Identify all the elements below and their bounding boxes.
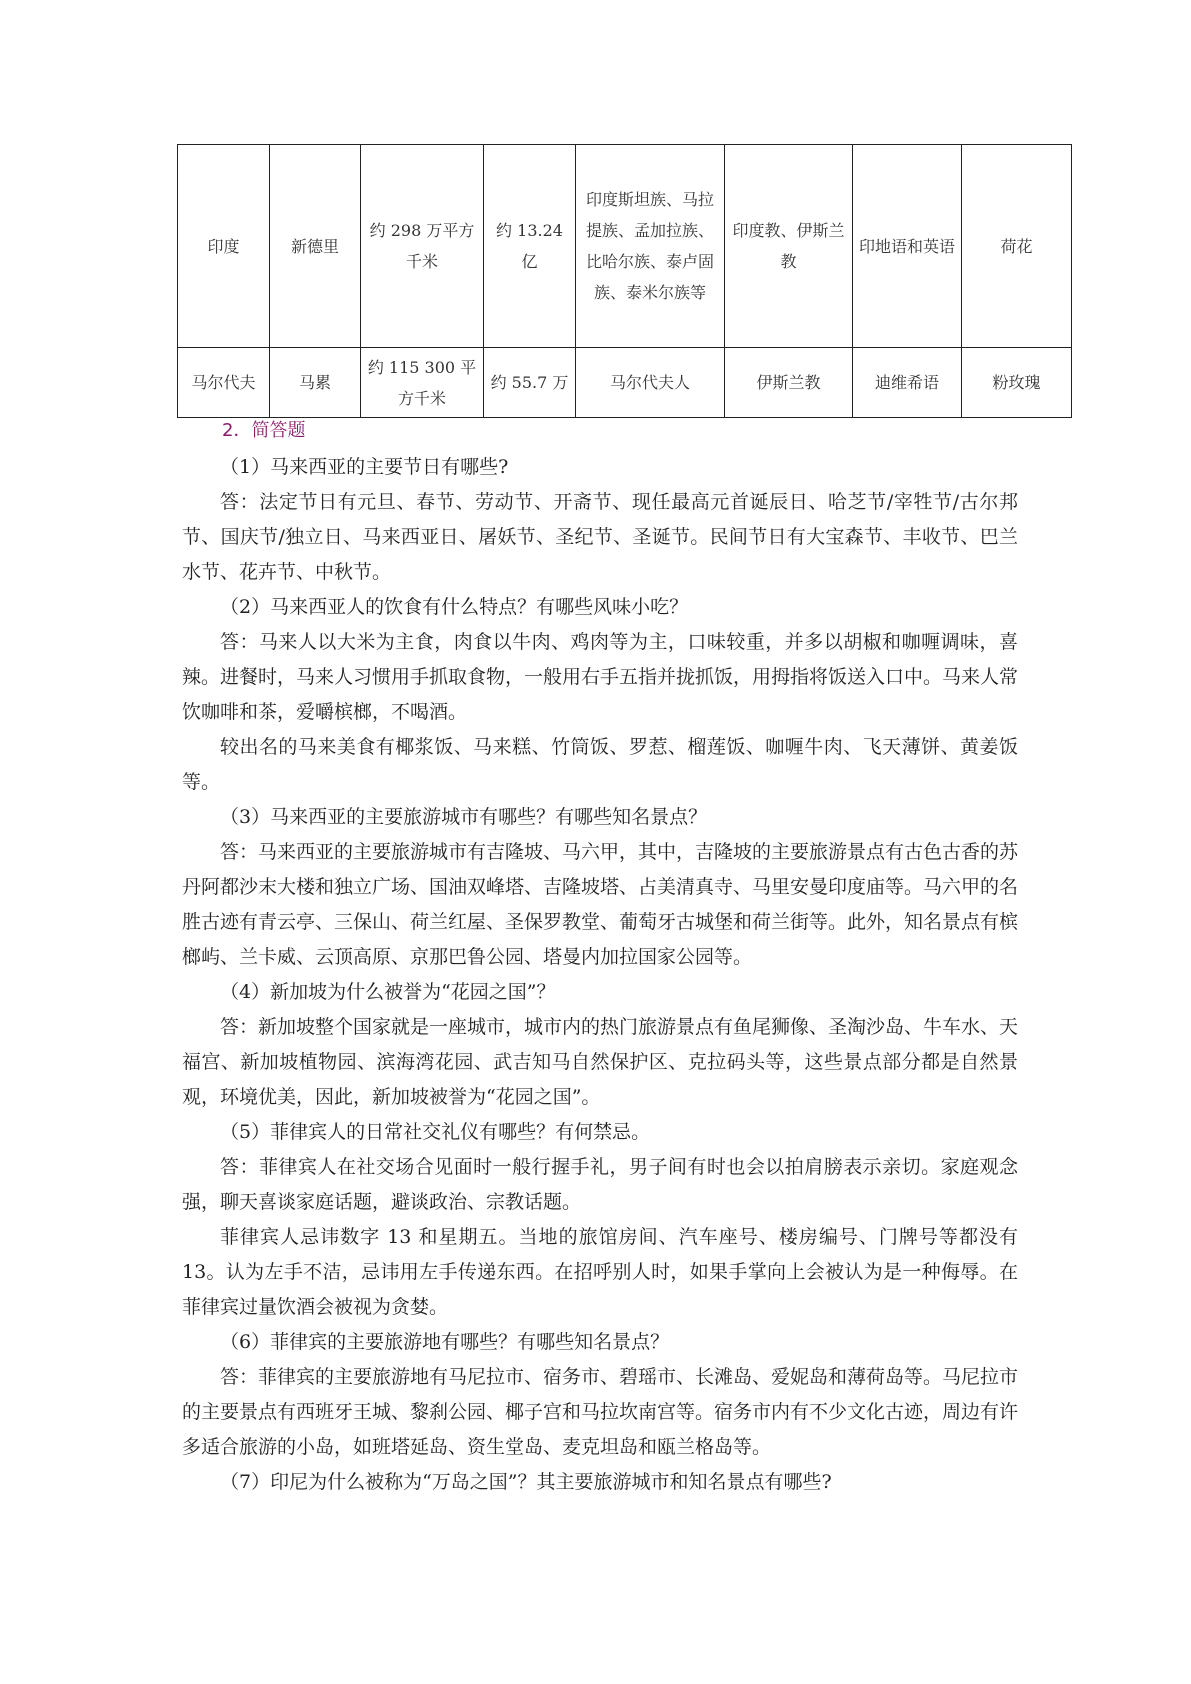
table-row xyxy=(178,348,1072,418)
answer-paragraph: 较出名的马来美食有椰浆饭、马来糕、竹筒饭、罗惹、榴莲饭、咖喱牛肉、飞天薄饼、黄姜饭等。 xyxy=(182,736,1018,793)
table-cell: 荷花 xyxy=(962,145,1072,348)
table-cell: 印度斯坦族、马拉提族、孟加拉族、比哈尔族、泰卢固族、泰米尔族等 xyxy=(576,145,725,348)
table-cell: 印地语和英语 xyxy=(853,145,962,348)
question: （2）马来西亚人的饮食有什么特点？有哪些风味小吃？ xyxy=(220,596,689,618)
table-cell: 约 13.24 亿 xyxy=(484,145,576,348)
table-cell: 伊斯兰教 xyxy=(725,348,853,418)
question: （4）新加坡为什么被誉为“花园之国”？ xyxy=(220,981,556,1003)
table-row xyxy=(178,145,1072,348)
answer-paragraph: 答：菲律宾的主要旅游地有马尼拉市、宿务市、碧瑶市、长滩岛、爱妮岛和薄荷岛等。马尼拉市的主要景点有西班牙王城、黎刹公园、椰子宫和马拉坎南宫等。宿务市内有不少文化古迹，周边有许多适合旅游的小岛，如班塔延岛、资生堂岛、麦克坦岛和瓯兰格岛等。 xyxy=(182,1366,1019,1458)
table-cell: 印度 xyxy=(178,145,270,348)
question: （3）马来西亚的主要旅游城市有哪些？有哪些知名景点？ xyxy=(220,806,708,828)
section-title: 2．简答题 xyxy=(222,420,306,441)
table-cell: 印度教、伊斯兰教 xyxy=(725,145,853,348)
qa-body xyxy=(182,450,1018,1500)
table-cell: 粉玫瑰 xyxy=(962,348,1072,418)
table-cell: 马尔代夫 xyxy=(178,348,270,418)
answer-paragraph: 答：马来西亚的主要旅游城市有吉隆坡、马六甲，其中，吉隆坡的主要旅游景点有古色古香的苏丹阿都沙末大楼和独立广场、国油双峰塔、吉隆坡塔、占美清真寺、马里安曼印度庙等。马六甲的名胜古迹有青云亭、三保山、荷兰红屋、圣保罗教堂、葡萄牙古城堡和荷兰街等。此外，知名景点有槟榔屿、兰卡威、云顶高原、京那巴鲁公园、塔曼内加拉国家公园等。 xyxy=(182,841,1019,968)
table-cell: 马尔代夫人 xyxy=(576,348,725,418)
table-cell: 马累 xyxy=(270,348,361,418)
table-cell: 迪维希语 xyxy=(853,348,962,418)
question: （1）马来西亚的主要节日有哪些? xyxy=(220,456,509,478)
answer-paragraph: 答：马来人以大米为主食，肉食以牛肉、鸡肉等为主，口味较重，并多以胡椒和咖喱调味，喜辣。进餐时，马来人习惯用手抓取食物，一般用右手五指并拢抓饭，用拇指将饭送入口中。马来人常饮咖啡和茶，爱嚼槟榔，不喝酒。 xyxy=(182,631,1019,723)
answer-paragraph: 答：新加坡整个国家就是一座城市，城市内的热门旅游景点有鱼尾狮像、圣淘沙岛、牛车水、天福宫、新加坡植物园、滨海湾花园、武吉知马自然保护区、克拉码头等，这些景点部分都是自然景观，环境优美，因此，新加坡被誉为“花园之国”。 xyxy=(182,1016,1019,1108)
answer-paragraph: 答：法定节日有元旦、春节、劳动节、开斋节、现任最高元首诞辰日、哈芝节/宰牲节/古尔邦节、国庆节/独立日、马来西亚日、屠妖节、圣纪节、圣诞节。民间节日有大宝森节、丰收节、巴兰水节、花卉节、中秋节。 xyxy=(182,491,1018,583)
table-cell: 新德里 xyxy=(270,145,361,348)
answer-paragraph: 答：菲律宾人在社交场合见面时一般行握手礼，男子间有时也会以拍肩膀表示亲切。家庭观念强，聊天喜谈家庭话题，避谈政治、宗教话题。 xyxy=(182,1156,1018,1213)
table-cell: 约 115 300 平方千米 xyxy=(361,348,484,418)
answer-paragraph: 菲律宾人忌讳数字 13 和星期五。当地的旅馆房间、汽车座号、楼房编号、门牌号等都没有 13。认为左手不洁，忌讳用左手传递东西。在招呼别人时，如果手掌向上会被认为是一种侮辱。在菲律宾过量饮酒会被视为贪婪。 xyxy=(182,1226,1018,1318)
country-info-table xyxy=(177,144,1072,418)
question: （6）菲律宾的主要旅游地有哪些？有哪些知名景点？ xyxy=(220,1331,670,1353)
table-cell: 约 298 万平方千米 xyxy=(361,145,484,348)
question: （5）菲律宾人的日常社交礼仪有哪些？有何禁忌。 xyxy=(220,1121,651,1143)
table-cell: 约 55.7 万 xyxy=(484,348,576,418)
question: （7）印尼为什么被称为“万岛之国”？其主要旅游城市和知名景点有哪些? xyxy=(220,1471,832,1493)
